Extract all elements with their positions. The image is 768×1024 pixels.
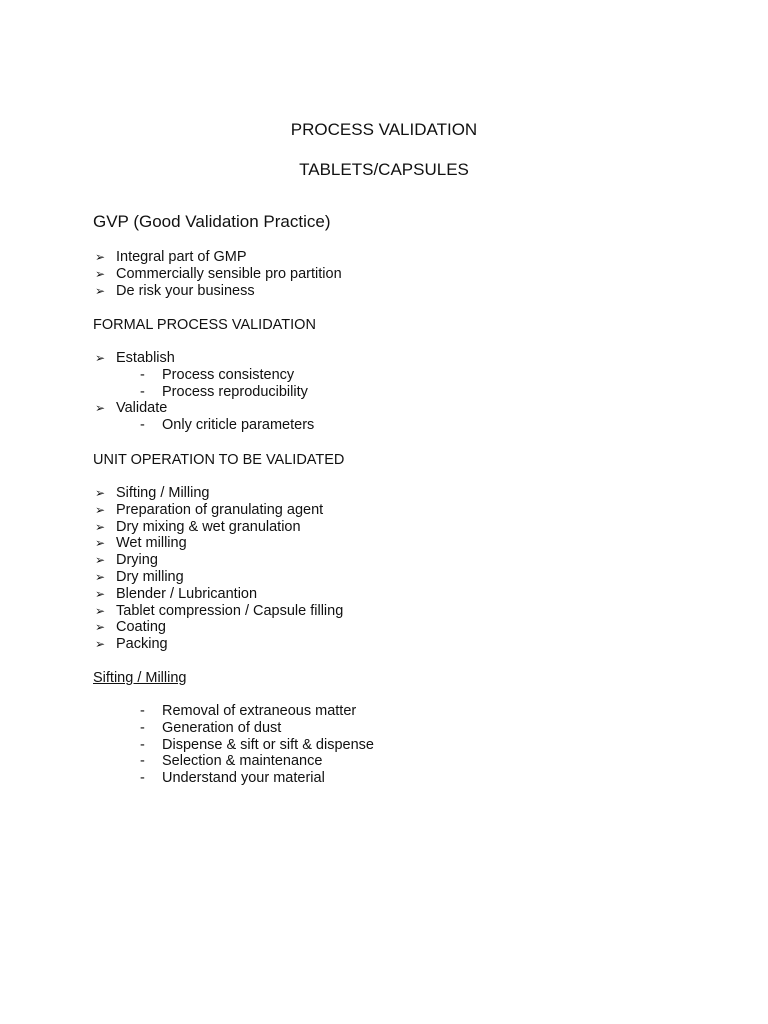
list-item: [93, 266, 342, 283]
list-item: [93, 400, 314, 417]
dash-bullet-icon: -: [140, 366, 145, 383]
list-item: [93, 350, 314, 367]
sub-list-item-text: Removal of extraneous matter: [162, 703, 357, 719]
sub-list-item-text: Process consistency: [162, 366, 295, 383]
list-item-text: Drying: [116, 552, 158, 569]
arrow-bullet-icon: ➢: [95, 637, 106, 652]
sifting-milling-list: [93, 703, 374, 787]
list-item-text: Integral part of GMP: [116, 249, 247, 265]
list-item: [93, 502, 343, 519]
unit-operations-heading: UNIT OPERATION TO BE VALIDATED: [93, 452, 345, 468]
dash-bullet-icon: -: [140, 383, 145, 400]
dash-bullet-icon: -: [140, 703, 145, 719]
arrow-bullet-icon: ➢: [95, 603, 106, 618]
list-item-text: Preparation of granulating agent: [116, 501, 324, 518]
sub-list-item: [93, 703, 374, 720]
list-item: [93, 485, 343, 502]
list-item-text: Dry milling: [116, 568, 184, 585]
sub-list-item-text: Process reproducibility: [162, 383, 308, 400]
formal-validation-heading: FORMAL PROCESS VALIDATION: [93, 317, 316, 333]
document-subtitle: TABLETS/CAPSULES: [299, 160, 469, 179]
arrow-bullet-icon: ➢: [95, 283, 106, 298]
list-item-text: Blender / Lubricantion: [116, 585, 258, 602]
dash-bullet-icon: -: [140, 753, 145, 770]
list-item-text: Establish: [116, 350, 175, 366]
arrow-bullet-icon: ➢: [95, 620, 106, 635]
list-item-text: Packing: [116, 636, 168, 653]
arrow-bullet-icon: ➢: [95, 553, 106, 568]
list-item: [93, 535, 343, 552]
arrow-bullet-icon: ➢: [95, 536, 106, 551]
list-item: [93, 283, 342, 300]
list-item-text: Validate: [116, 400, 168, 417]
arrow-bullet-icon: ➢: [95, 519, 106, 534]
list-item: [93, 249, 342, 266]
sub-list-item: [93, 384, 314, 401]
arrow-bullet-icon: ➢: [95, 586, 106, 601]
sifting-milling-heading: Sifting / Milling: [93, 670, 187, 686]
sub-list-item-text: Only criticle parameters: [162, 417, 315, 434]
arrow-bullet-icon: ➢: [95, 486, 106, 500]
arrow-bullet-icon: ➢: [95, 250, 106, 264]
dash-bullet-icon: -: [140, 736, 145, 753]
sub-list-item: [93, 720, 374, 737]
dash-bullet-icon: -: [140, 719, 145, 736]
list-item-text: Coating: [116, 619, 166, 636]
list-item-text: Commercially sensible pro partition: [116, 265, 342, 282]
arrow-bullet-icon: ➢: [95, 569, 106, 584]
sub-list-item: [93, 737, 374, 754]
dash-bullet-icon: -: [140, 417, 145, 434]
dash-bullet-icon: -: [140, 770, 145, 787]
list-item: [93, 586, 343, 603]
list-item: [93, 552, 343, 569]
arrow-bullet-icon: ➢: [95, 401, 106, 416]
sub-list-item: [93, 417, 314, 434]
list-item-text: De risk your business: [116, 282, 255, 299]
list-item: [93, 636, 343, 653]
sub-list-item: [93, 367, 314, 384]
list-item: [93, 519, 343, 536]
gvp-list: [93, 249, 342, 299]
sub-list-item-text: Generation of dust: [162, 719, 282, 736]
document-title: PROCESS VALIDATION: [290, 120, 478, 139]
list-item-text: Wet milling: [116, 535, 187, 552]
formal-validation-list: [93, 350, 314, 434]
list-item: [93, 619, 343, 636]
unit-operations-list: [93, 485, 343, 653]
sub-list-item: [93, 770, 374, 787]
arrow-bullet-icon: ➢: [95, 351, 106, 365]
list-item-text: Tablet compression / Capsule filling: [116, 602, 344, 619]
sub-list-item-text: Selection & maintenance: [162, 753, 323, 770]
sub-list-item-text: Dispense & sift or sift & dispense: [162, 736, 374, 753]
sub-list-item: [93, 753, 374, 770]
sub-list-item-text: Understand your material: [162, 770, 325, 787]
list-item-text: Dry mixing & wet granulation: [116, 518, 301, 535]
arrow-bullet-icon: ➢: [95, 266, 106, 281]
list-item: [93, 603, 343, 620]
gvp-heading: GVP (Good Validation Practice): [93, 212, 331, 231]
list-item-text: Sifting / Milling: [116, 485, 210, 501]
list-item: [93, 569, 343, 586]
arrow-bullet-icon: ➢: [95, 502, 106, 517]
